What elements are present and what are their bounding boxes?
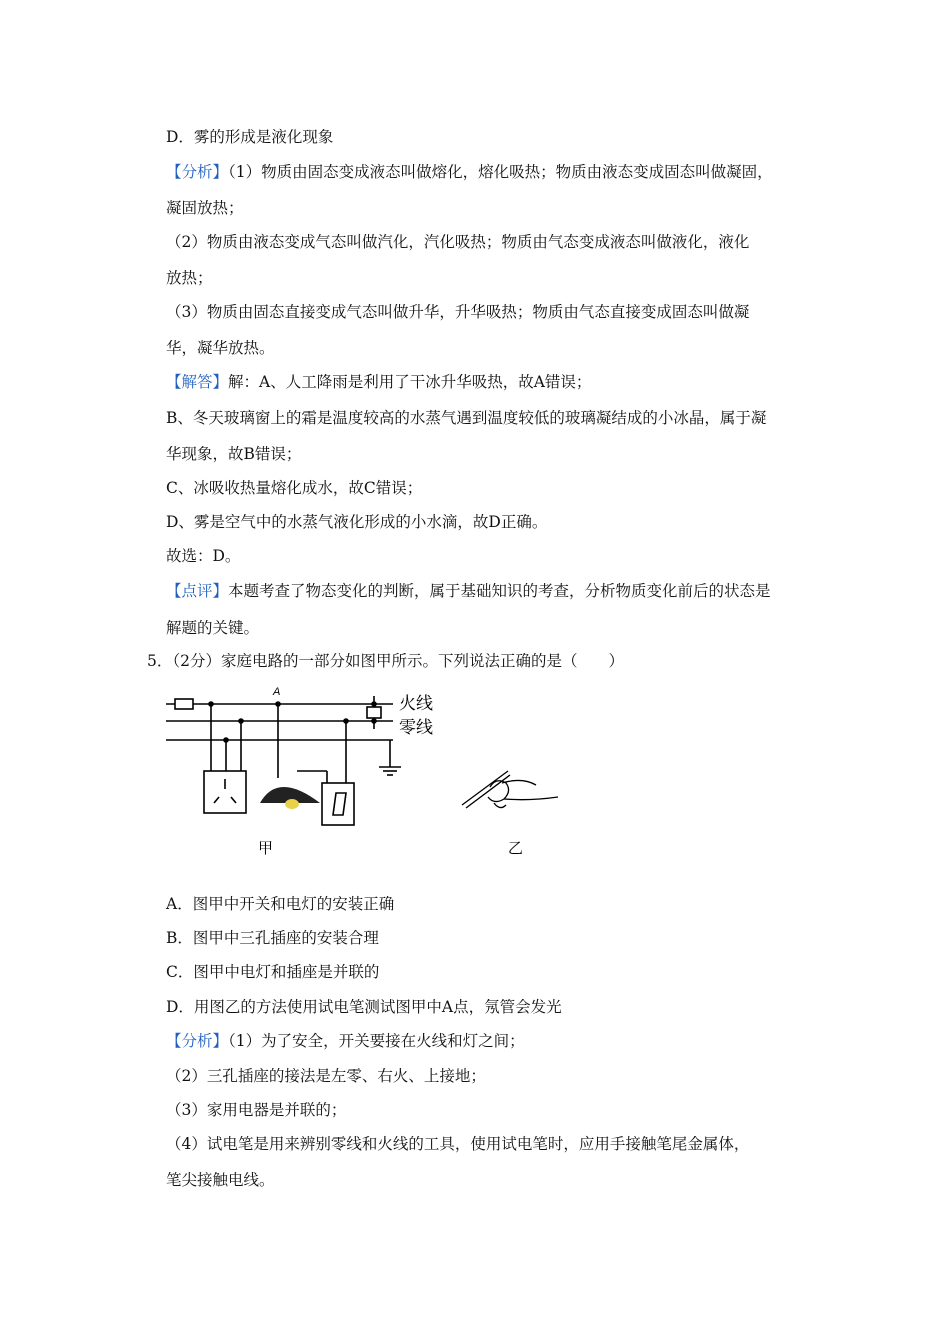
q5-analysis-line-5: 笔尖接触电线。 [166,1171,275,1189]
q5-analysis-tag: 【分析】 [166,1032,229,1050]
q5-analysis-line-2: （2）三孔插座的接法是左零、右火、上接地； [166,1067,486,1085]
analysis-line-5: （3）物质由固态直接变成气态叫做升华，升华吸热；物质由气态直接变成固态叫做凝 [166,303,750,321]
analysis-text-1: （1）物质由固态变成液态叫做熔化，熔化吸热；物质由液态变成固态叫做凝固， [228,163,773,181]
solution-line-4: C、冰吸收热量熔化成水，故C错误； [166,479,423,497]
point-a-label: A [273,686,281,698]
analysis-tag: 【分析】 [166,163,229,181]
option-d: D．用图乙的方法使用试电笔测试图甲中A点，氖管会发光 [166,998,562,1016]
fuse-icon [175,699,193,709]
test-pen-hand-icon [462,771,558,808]
solution-line-6: 故选：D。 [166,547,241,565]
q5-analysis-line-3: （3）家用电器是并联的； [166,1101,347,1119]
q5-analysis-line-4: （4）试电笔是用来辨别零线和火线的工具，使用试电笔时，应用手接触笔尾金属体， [166,1135,750,1153]
solution-tag: 【解答】 [166,373,229,391]
neutral-wire-label: 零线 [399,718,433,738]
meter-icon [367,707,381,718]
option-c: C．图甲中电灯和插座是并联的 [166,963,380,981]
q5-analysis-text-1: （1）为了安全，开关要接在火线和灯之间； [228,1032,525,1050]
caption-figure-a: 甲 [258,839,274,857]
option-a: A．图甲中开关和电灯的安装正确 [166,895,395,913]
analysis-line-2: 凝固放热； [166,199,244,217]
solution-line-3: 华现象，故B错误； [166,445,302,463]
option-d-prev: D．雾的形成是液化现象 [166,128,334,146]
live-wire-label: 火线 [399,694,433,714]
analysis-line-3: （2）物质由液态变成气态叫做汽化，汽化吸热；物质由气态变成液态叫做液化，液化 [166,233,750,251]
comment-text-1: 本题考查了物态变化的判断，属于基础知识的考查，分析物质变化前后的状态是 [228,582,771,600]
comment-line-2: 解题的关键。 [166,619,260,637]
solution-line-1 [166,372,591,392]
solution-line-5: D、雾是空气中的水蒸气液化形成的小水滴，故D正确。 [166,513,548,531]
analysis-line-6: 华，凝华放热。 [166,339,275,357]
socket-icon [204,771,246,813]
comment-tag: 【点评】 [166,582,229,600]
analysis-line-4: 放热； [166,269,213,287]
circuit-figure [150,685,620,865]
option-b: B．图甲中三孔插座的安装合理 [166,929,379,947]
q5-analysis-line-1 [166,1031,525,1051]
question5-stem: 5．（2分）家庭电路的一部分如图甲所示。下列说法正确的是（ ） [147,652,624,670]
solution-text-1: 解：A、人工降雨是利用了干冰升华吸热，故A错误； [228,373,592,391]
caption-figure-b: 乙 [508,839,524,857]
comment-line-1 [166,581,771,601]
solution-line-2: B、冬天玻璃窗上的霜是温度较高的水蒸气遇到温度较低的玻璃凝结成的小冰晶，属于凝 [166,409,767,427]
analysis-line-1 [166,162,773,182]
switch-icon [322,783,354,825]
